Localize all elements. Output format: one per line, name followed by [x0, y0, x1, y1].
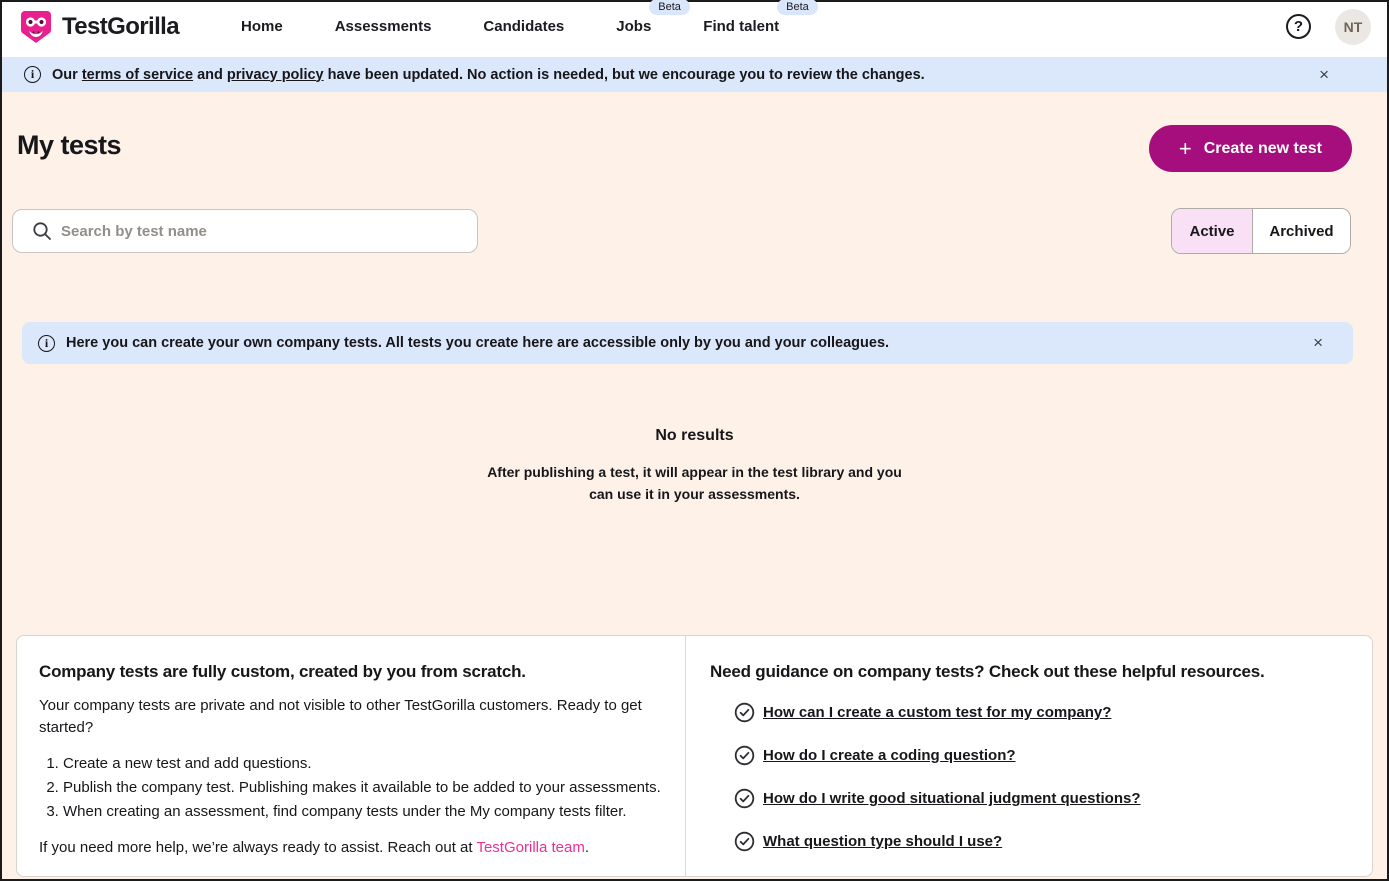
resource-link-custom-test[interactable]: How can I create a custom test for my company? [763, 704, 1112, 721]
find-talent-beta-badge: Beta [777, 0, 818, 15]
brand-logo[interactable] [18, 9, 179, 45]
step-1: 1. Create a new test and add questions. [63, 752, 665, 776]
explainer-intro: Your company tests are private and not visible to other TestGorilla customers. Ready to get started? [39, 697, 642, 736]
explainer-outro [39, 837, 665, 859]
search-icon [32, 221, 52, 241]
outro-text-after: . [584, 839, 590, 856]
outro-text-before: If you need more help, we’re always ready to assist. Reach out at [39, 839, 477, 856]
help-card [16, 635, 1373, 877]
nav-item-find-talent-label: Find talent [703, 18, 780, 35]
empty-state-line1: After publishing a test, it will appear in the test library and you [487, 464, 902, 480]
create-new-test-label: Create new test [1203, 139, 1322, 157]
terms-banner-text-before: Our [52, 66, 82, 83]
check-circle-icon [734, 831, 755, 852]
terms-banner-text-after: have been updated. No action is needed, but we encourage you to review the changes. [323, 66, 925, 83]
check-circle-icon [734, 745, 755, 766]
step-2: 2. Publish the company test. Publishing makes it available to be added to your assessments. [63, 776, 665, 800]
create-new-test-button[interactable] [1149, 125, 1352, 172]
guidance-resources [686, 636, 1372, 876]
step-3: 3. When creating an assessment, find company tests under the My company tests filter. [63, 800, 665, 824]
nav-item-assessments[interactable] [335, 18, 432, 35]
jobs-beta-badge: Beta [649, 0, 690, 15]
resource-row [734, 702, 1352, 723]
nav-item-candidates-label: Candidates [483, 18, 565, 35]
nav-item-find-talent[interactable] [703, 1, 809, 35]
info-banner-text: Here you can create your own company tests. All tests you create here are accessible only by you and your colleagues. [66, 335, 890, 351]
terms-update-banner [2, 57, 1387, 92]
terms-of-service-link[interactable]: terms of service [81, 66, 194, 83]
nav-right-cluster [1286, 9, 1371, 45]
resource-link-question-type[interactable]: What question type should I use? [763, 833, 1003, 850]
info-banner-close-icon[interactable]: × [1303, 333, 1337, 353]
company-tests-info-banner [22, 322, 1353, 364]
explainer-heading: Company tests are fully custom, created by you from scratch. [39, 662, 526, 681]
resource-row [734, 831, 1352, 852]
info-icon: i [24, 66, 41, 83]
brand-wordmark: TestGorilla [62, 12, 179, 40]
info-icon: i [38, 335, 55, 352]
terms-banner-text-mid: and [193, 66, 227, 83]
primary-nav [241, 1, 809, 35]
empty-state [2, 427, 1387, 505]
resource-link-situational-judgment[interactable]: How do I write good situational judgment questions? [763, 790, 1141, 807]
nav-item-home[interactable] [241, 18, 283, 35]
check-circle-icon [734, 702, 755, 723]
empty-state-title: No results [655, 427, 734, 444]
resource-row [734, 788, 1352, 809]
testgorilla-team-link[interactable]: TestGorilla team [476, 839, 585, 856]
nav-item-home-label: Home [241, 18, 283, 35]
resource-row [734, 745, 1352, 766]
testgorilla-gorilla-icon [18, 9, 54, 45]
tab-active[interactable]: Active [1172, 209, 1253, 253]
status-filter-tabs [1171, 208, 1351, 254]
search-container [12, 209, 478, 253]
plus-icon: + [1178, 135, 1192, 161]
nav-item-jobs-label: Jobs [616, 18, 652, 35]
resource-link-coding-question[interactable]: How do I create a coding question? [763, 747, 1016, 764]
top-navigation [2, 2, 1387, 57]
nav-item-assessments-label: Assessments [334, 18, 432, 35]
page-title: My tests [17, 130, 122, 160]
search-input[interactable] [12, 209, 478, 253]
check-circle-icon [734, 788, 755, 809]
nav-item-jobs[interactable] [616, 1, 681, 35]
privacy-policy-link[interactable]: privacy policy [226, 66, 324, 83]
nav-item-candidates[interactable] [483, 18, 564, 35]
resource-links [710, 702, 1352, 852]
help-icon[interactable]: ? [1286, 14, 1311, 39]
empty-state-line2: can use it in your assessments. [589, 486, 800, 502]
terms-banner-text [52, 67, 925, 83]
user-avatar[interactable]: NT [1335, 9, 1371, 45]
explainer-steps [63, 752, 665, 824]
tab-archived[interactable]: Archived [1253, 209, 1350, 253]
terms-banner-close-icon[interactable]: × [1309, 65, 1365, 85]
resources-heading: Need guidance on company tests? Check out these helpful resources. [710, 662, 1265, 681]
company-tests-explainer [17, 636, 686, 876]
